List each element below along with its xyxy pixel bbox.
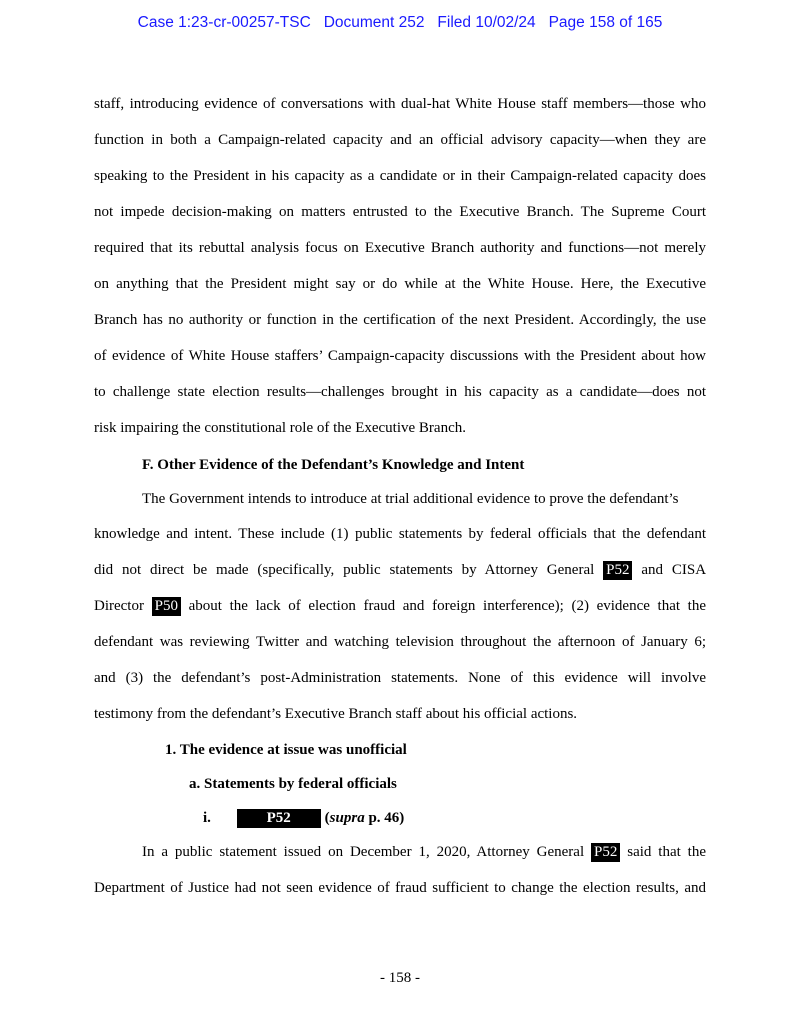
- page-number: - 158 -: [380, 970, 420, 986]
- body-line: not impede decision-making on matters entrusted to the Executive Branch. The Supreme Court: [94, 204, 706, 220]
- redaction-p52: P52: [603, 561, 632, 580]
- text-span: said that the: [627, 844, 706, 860]
- redaction-p50: P50: [152, 597, 181, 616]
- section-heading-f: F. Other Evidence of the Defendant’s Knowledge and Intent: [142, 457, 525, 473]
- body-line: [94, 596, 706, 616]
- text-span: did not direct be made (specifically, public statements by Attorney General: [94, 562, 595, 578]
- text-span: In a public statement issued on December 1, 2020, Attorney General: [142, 844, 585, 860]
- case-header: Case 1:23-cr-00257-TSC Document 252 Filed 10/02/24 Page 158 of 165: [137, 14, 663, 31]
- body-line: required that its rebuttal analysis focus on Executive Branch authority and functions—not merely: [94, 240, 706, 256]
- redaction-p52-heading: P52: [237, 809, 321, 828]
- text-span: (: [324, 810, 330, 826]
- subheading-i-num: i.: [203, 810, 211, 826]
- body-line: Branch has no authority or function in the certification of the next President. Accordingly, the use: [94, 312, 706, 328]
- body-line: [94, 560, 706, 580]
- body-line: risk impairing the constitutional role of the Executive Branch.: [94, 420, 466, 436]
- body-line: function in both a Campaign-related capacity and an official advisory capacity—when they are: [94, 132, 706, 148]
- body-line: knowledge and intent. These include (1) public statements by federal officials that the defendant: [94, 526, 706, 542]
- text-span: about the lack of election fraud and foreign interference); (2) evidence that the: [188, 598, 707, 614]
- text-span: and CISA: [641, 562, 707, 578]
- body-line: [142, 842, 706, 862]
- body-line: defendant was reviewing Twitter and watching television throughout the afternoon of January 6;: [94, 634, 706, 650]
- text-span: p. 46): [364, 810, 405, 826]
- body-line: to challenge state election results—challenges brought in his capacity as a candidate—does not: [94, 384, 706, 400]
- body-line: and (3) the defendant’s post-Administration statements. None of this evidence will involve: [94, 670, 706, 686]
- body-line: on anything that the President might say or do while at the White House. Here, the Executive: [94, 276, 706, 292]
- subheading-a: a. Statements by federal officials: [189, 776, 397, 792]
- body-line: The Government intends to introduce at trial additional evidence to prove the defendant’s: [142, 491, 679, 507]
- supra-italic: supra: [329, 810, 365, 826]
- body-line: of evidence of White House staffers’ Campaign-capacity discussions with the President about how: [94, 348, 706, 364]
- subheading-1: 1. The evidence at issue was unofficial: [165, 742, 407, 758]
- redaction-p52-para: P52: [591, 843, 620, 862]
- body-line: staff, introducing evidence of conversations with dual-hat White House staff members—those who: [94, 96, 706, 112]
- body-line: speaking to the President in his capacity as a candidate or in their Campaign-related capacity does: [94, 168, 706, 184]
- text-span: Director: [94, 598, 144, 614]
- subheading-i: [203, 808, 800, 828]
- body-line: testimony from the defendant’s Executive Branch staff about his official actions.: [94, 706, 578, 722]
- body-line: Department of Justice had not seen evidence of fraud sufficient to change the election results, and: [94, 880, 706, 896]
